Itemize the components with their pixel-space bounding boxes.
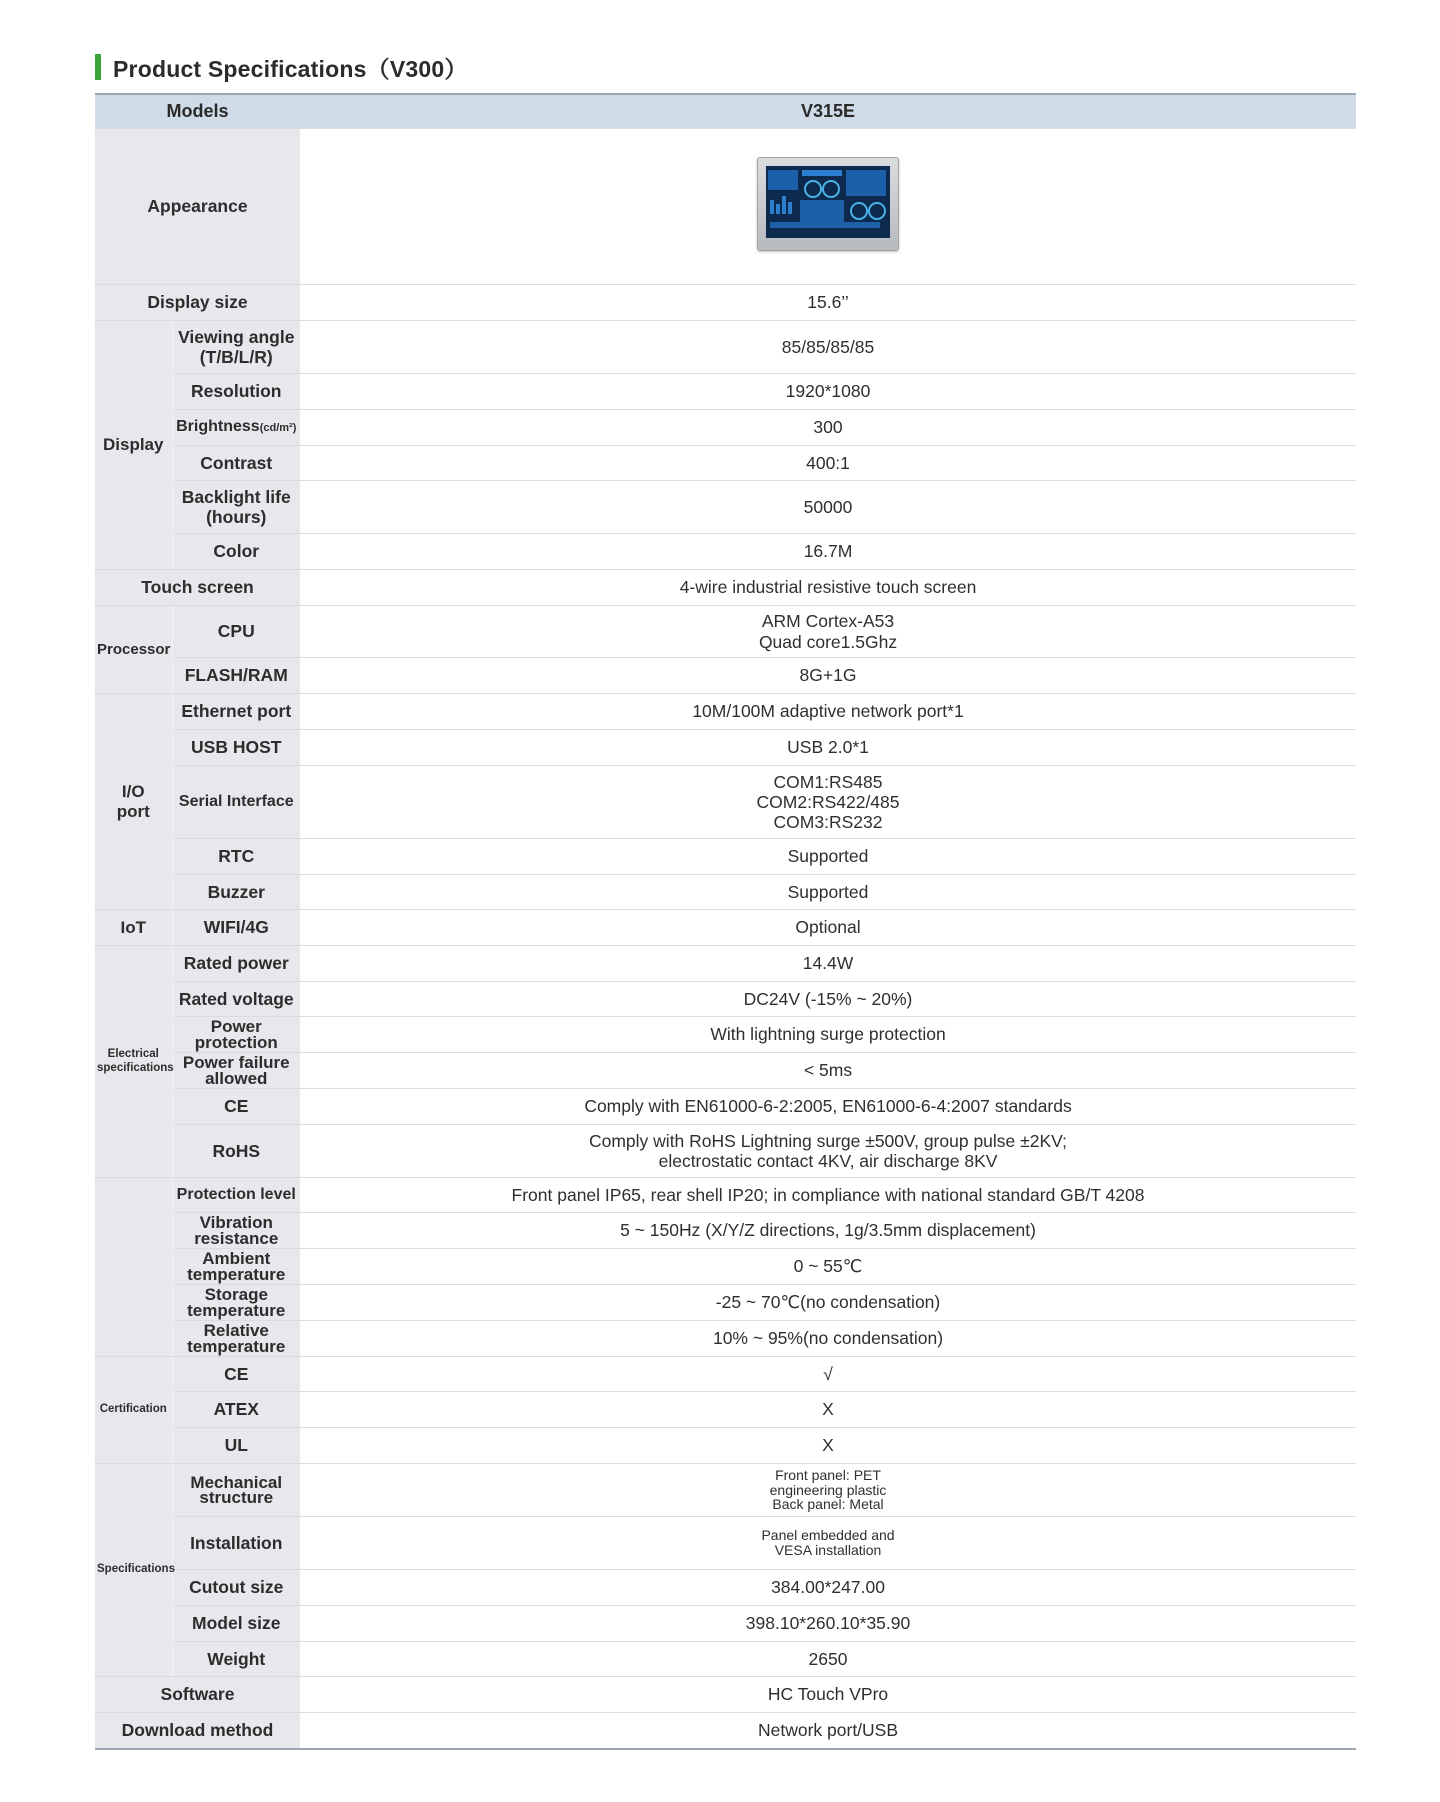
- io-group: I/O port: [95, 694, 172, 910]
- table-row: [95, 534, 1356, 570]
- power-protection-label: Power protection: [172, 1017, 300, 1053]
- cpu-value: ARM Cortex-A53 Quad core1.5Ghz: [300, 606, 1356, 658]
- software-label: Software: [95, 1677, 300, 1713]
- atex-label: ATEX: [172, 1392, 300, 1428]
- rated-power-label: Rated power: [172, 946, 300, 982]
- serial-label: Serial Interface: [172, 766, 300, 839]
- protection-level-label: Protection level: [172, 1178, 300, 1213]
- flash-label: FLASH/RAM: [172, 658, 300, 694]
- wifi-label: WIFI/4G: [172, 910, 300, 946]
- iot-group: IoT: [95, 910, 172, 946]
- display-group: Display: [95, 321, 172, 570]
- table-row: [95, 321, 1356, 374]
- table-row: [95, 1357, 1356, 1392]
- usb-label: USB HOST: [172, 730, 300, 766]
- page-heading: [95, 53, 468, 81]
- table-row: [95, 1517, 1356, 1570]
- table-row: [95, 1125, 1356, 1178]
- table-row: [95, 730, 1356, 766]
- viewing-angle-value: 85/85/85/85: [300, 321, 1356, 374]
- processor-group: Processor: [95, 606, 172, 694]
- hmi-panel-image: [757, 157, 899, 251]
- table-row: [95, 1392, 1356, 1428]
- contrast-label: Contrast: [172, 446, 300, 481]
- download-value: Network port/USB: [300, 1713, 1356, 1749]
- table-row: [95, 374, 1356, 410]
- rtc-label: RTC: [172, 839, 300, 875]
- weight-value: 2650: [300, 1642, 1356, 1677]
- storage-label: Storage temperature: [172, 1285, 300, 1321]
- weight-label: Weight: [172, 1642, 300, 1677]
- table-row: [95, 481, 1356, 534]
- atex-value: X: [300, 1392, 1356, 1428]
- rated-voltage-value: DC24V (-15% ~ 20%): [300, 982, 1356, 1017]
- ce-elec-value: Comply with EN61000-6-2:2005, EN61000-6-4:2007 standards: [300, 1089, 1356, 1125]
- table-row: [95, 129, 1356, 285]
- header-models: Models: [95, 94, 300, 129]
- rohs-label: RoHS: [172, 1125, 300, 1178]
- rtc-value: Supported: [300, 839, 1356, 875]
- viewing-angle-label: Viewing angle (T/B/L/R): [172, 321, 300, 374]
- table-row: [95, 658, 1356, 694]
- color-label: Color: [172, 534, 300, 570]
- brightness-value: 300: [300, 410, 1356, 446]
- electrical-group: Electrical specifications: [95, 946, 172, 1178]
- power-failure-label: Power failure allowed: [172, 1053, 300, 1089]
- ce-cert-label: CE: [172, 1357, 300, 1392]
- appearance-label: Appearance: [95, 129, 300, 285]
- model-size-label: Model size: [172, 1606, 300, 1642]
- relative-label: Relative temperature: [172, 1321, 300, 1357]
- header-model-name: V315E: [300, 94, 1356, 129]
- table-row: [95, 1464, 1356, 1517]
- ambient-label: Ambient temperature: [172, 1249, 300, 1285]
- title-accent-bar: [95, 54, 101, 80]
- buzzer-label: Buzzer: [172, 875, 300, 910]
- backlight-label: Backlight life (hours): [172, 481, 300, 534]
- ce-elec-label: CE: [172, 1089, 300, 1125]
- installation-value: Panel embedded and VESA installation: [300, 1517, 1356, 1570]
- table-row: [95, 982, 1356, 1017]
- certification-group: Certification: [95, 1357, 172, 1464]
- table-row: [95, 839, 1356, 875]
- table-row: [95, 446, 1356, 481]
- power-failure-value: < 5ms: [300, 1053, 1356, 1089]
- flash-value: 8G+1G: [300, 658, 1356, 694]
- brightness-label: Brightness(cd/m²): [172, 410, 300, 446]
- table-row: [95, 1017, 1356, 1053]
- appearance-cell: [300, 129, 1356, 285]
- spec-table: [95, 93, 1356, 1750]
- contrast-value: 400:1: [300, 446, 1356, 481]
- buzzer-value: Supported: [300, 875, 1356, 910]
- rated-voltage-label: Rated voltage: [172, 982, 300, 1017]
- table-row: [95, 1285, 1356, 1321]
- resolution-value: 1920*1080: [300, 374, 1356, 410]
- table-row: [95, 910, 1356, 946]
- table-row: [95, 1570, 1356, 1606]
- rohs-value: Comply with RoHS Lightning surge ±500V, group pulse ±2KV; electrostatic contact 4KV, air discharge 8KV: [300, 1125, 1356, 1178]
- usb-value: USB 2.0*1: [300, 730, 1356, 766]
- ul-label: UL: [172, 1428, 300, 1464]
- display-size-value: 15.6’’: [300, 285, 1356, 321]
- download-label: Download method: [95, 1713, 300, 1749]
- touch-value: 4-wire industrial resistive touch screen: [300, 570, 1356, 606]
- model-size-value: 398.10*260.10*35.90: [300, 1606, 1356, 1642]
- installation-label: Installation: [172, 1517, 300, 1570]
- vibration-value: 5 ~ 150Hz (X/Y/Z directions, 1g/3.5mm displacement): [300, 1213, 1356, 1249]
- cutout-label: Cutout size: [172, 1570, 300, 1606]
- specifications-group: Specifications: [95, 1464, 172, 1677]
- protection-level-value: Front panel IP65, rear shell IP20; in compliance with national standard GB/T 4208: [300, 1178, 1356, 1213]
- rated-power-value: 14.4W: [300, 946, 1356, 982]
- cutout-value: 384.00*247.00: [300, 1570, 1356, 1606]
- environment-group: [95, 1178, 172, 1357]
- serial-value: COM1:RS485 COM2:RS422/485 COM3:RS232: [300, 766, 1356, 839]
- table-row: [95, 1642, 1356, 1677]
- ambient-value: 0 ~ 55℃: [300, 1249, 1356, 1285]
- ethernet-value: 10M/100M adaptive network port*1: [300, 694, 1356, 730]
- touch-label: Touch screen: [95, 570, 300, 606]
- table-row: [95, 285, 1356, 321]
- mechanical-label: Mechanical structure: [172, 1464, 300, 1517]
- table-row: [95, 1213, 1356, 1249]
- table-row: [95, 1428, 1356, 1464]
- table-row: [95, 1249, 1356, 1285]
- table-row: [95, 570, 1356, 606]
- ce-cert-value: √: [300, 1357, 1356, 1392]
- ethernet-label: Ethernet port: [172, 694, 300, 730]
- backlight-value: 50000: [300, 481, 1356, 534]
- table-row: [95, 875, 1356, 910]
- header-row: [95, 94, 1356, 129]
- color-value: 16.7M: [300, 534, 1356, 570]
- table-row: [95, 1321, 1356, 1357]
- table-row: [95, 1053, 1356, 1089]
- vibration-label: Vibration resistance: [172, 1213, 300, 1249]
- power-protection-value: With lightning surge protection: [300, 1017, 1356, 1053]
- table-row: [95, 410, 1356, 446]
- table-row: [95, 1178, 1356, 1213]
- ul-value: X: [300, 1428, 1356, 1464]
- table-row: [95, 1606, 1356, 1642]
- table-row: [95, 766, 1356, 839]
- resolution-label: Resolution: [172, 374, 300, 410]
- relative-value: 10% ~ 95%(no condensation): [300, 1321, 1356, 1357]
- display-size-label: Display size: [95, 285, 300, 321]
- mechanical-value: Front panel: PET engineering plastic Back panel: Metal: [300, 1464, 1356, 1517]
- storage-value: -25 ~ 70℃(no condensation): [300, 1285, 1356, 1321]
- table-row: [95, 1089, 1356, 1125]
- table-row: [95, 1677, 1356, 1713]
- cpu-label: CPU: [172, 606, 300, 658]
- page-title: Product Specifications（V300）: [113, 55, 468, 82]
- wifi-value: Optional: [300, 910, 1356, 946]
- table-row: [95, 606, 1356, 658]
- table-row: [95, 694, 1356, 730]
- table-row: [95, 946, 1356, 982]
- table-row: [95, 1713, 1356, 1749]
- software-value: HC Touch VPro: [300, 1677, 1356, 1713]
